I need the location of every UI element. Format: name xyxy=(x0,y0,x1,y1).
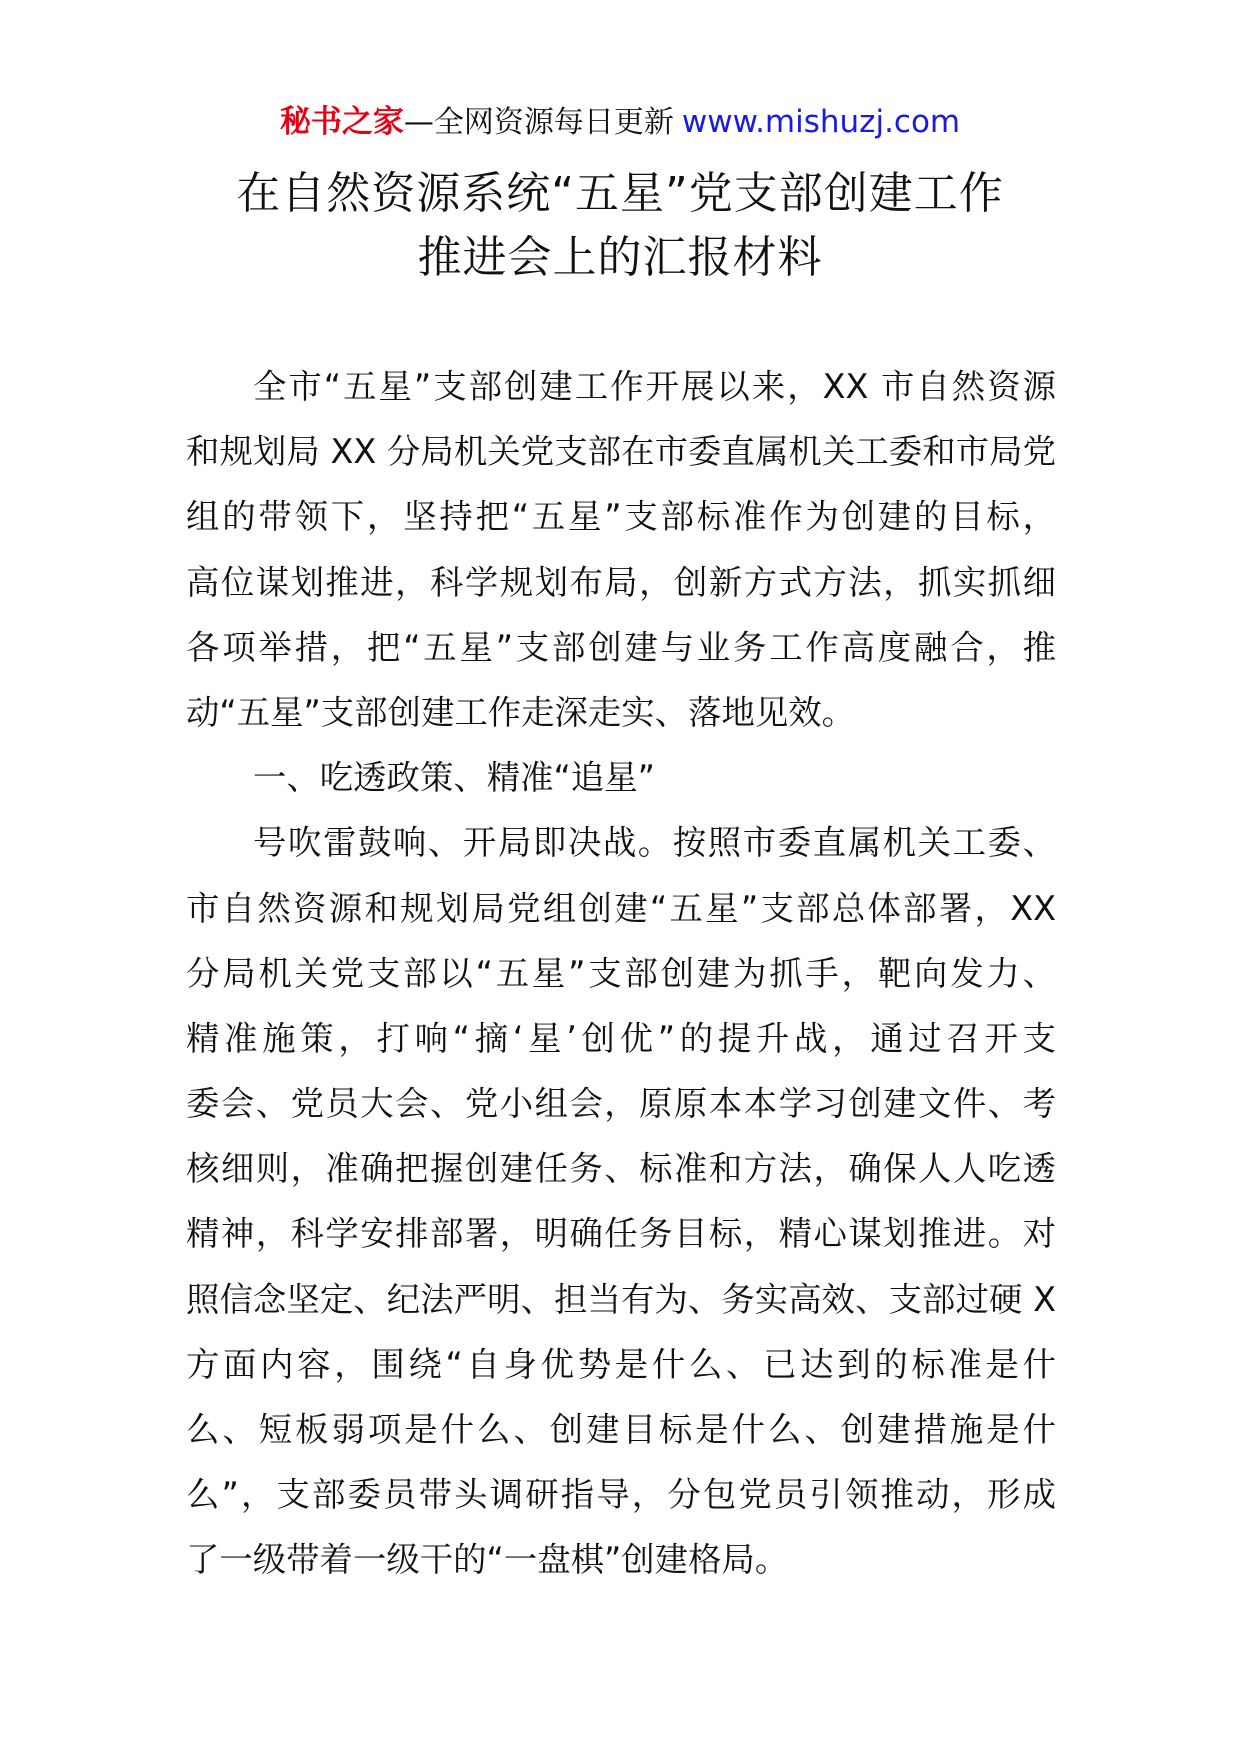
body-line: 和规划局 XX 分局机关党支部在市委直属机关工委和市局党 xyxy=(186,432,1056,472)
body-line: 分局机关党支部以“五星”支部创建为抓手，靶向发力、 xyxy=(186,953,1056,993)
body-line: 么、短板弱项是什么、创建目标是什么、创建措施是什 xyxy=(186,1410,1056,1449)
site-url-link[interactable]: www.mishuzj.com xyxy=(681,104,961,140)
section-heading: 一、吃透政策、精准“追星” xyxy=(253,758,655,798)
body-line: 核细则，准确把握创建任务、标准和方法，确保人人吃透 xyxy=(186,1149,1056,1189)
body-line: 精神，科学安排部署，明确任务目标，精心谋划推进。对 xyxy=(186,1214,1056,1254)
title-line-1: 在自然资源系统“五星”党支部创建工作 xyxy=(236,168,1004,219)
title-line-2: 推进会上的汇报材料 xyxy=(417,232,823,283)
body-line: 了一级带着一级干的“一盘棋”创建格局。 xyxy=(186,1540,789,1580)
body-line: 号吹雷鼓响、开局即决战。按照市委直属机关工委、 xyxy=(253,823,1056,863)
body-line: 高位谋划推进，科学规划布局，创新方式方法，抓实抓细 xyxy=(186,562,1056,602)
body-line: 各项举措，把“五星”支部创建与业务工作高度融合，推 xyxy=(186,627,1056,667)
body-line: 方面内容，围绕“自身优势是什么、已达到的标准是什 xyxy=(186,1344,1056,1384)
body-line: 全市“五星”支部创建工作开展以来，XX 市自然资源 xyxy=(253,367,1056,406)
body-line: 组的带领下，坚持把“五星”支部标准作为创建的目标， xyxy=(186,497,1056,537)
document-body xyxy=(186,354,1056,1593)
document-title xyxy=(0,162,1240,290)
body-line: 照信念坚定、纪法严明、担当有为、务实高效、支部过硬 X xyxy=(186,1279,1056,1319)
body-line: 精准施策，打响“摘‘星’创优”的提升战，通过召开支 xyxy=(186,1018,1056,1058)
body-line: 动“五星”支部创建工作走深走实、落地见效。 xyxy=(186,692,856,732)
body-line: 委会、党员大会、党小组会，原原本本学习创建文件、考 xyxy=(186,1084,1056,1124)
body-line: 么”，支部委员带头调研指导，分包党员引领推动，形成 xyxy=(186,1475,1056,1515)
header-slogan: —全网资源每日更新 xyxy=(403,105,674,140)
brand-name: 秘书之家 xyxy=(279,104,404,140)
site-header xyxy=(0,100,1240,145)
body-line: 市自然资源和规划局党组创建“五星”支部总体部署，XX xyxy=(186,888,1056,928)
